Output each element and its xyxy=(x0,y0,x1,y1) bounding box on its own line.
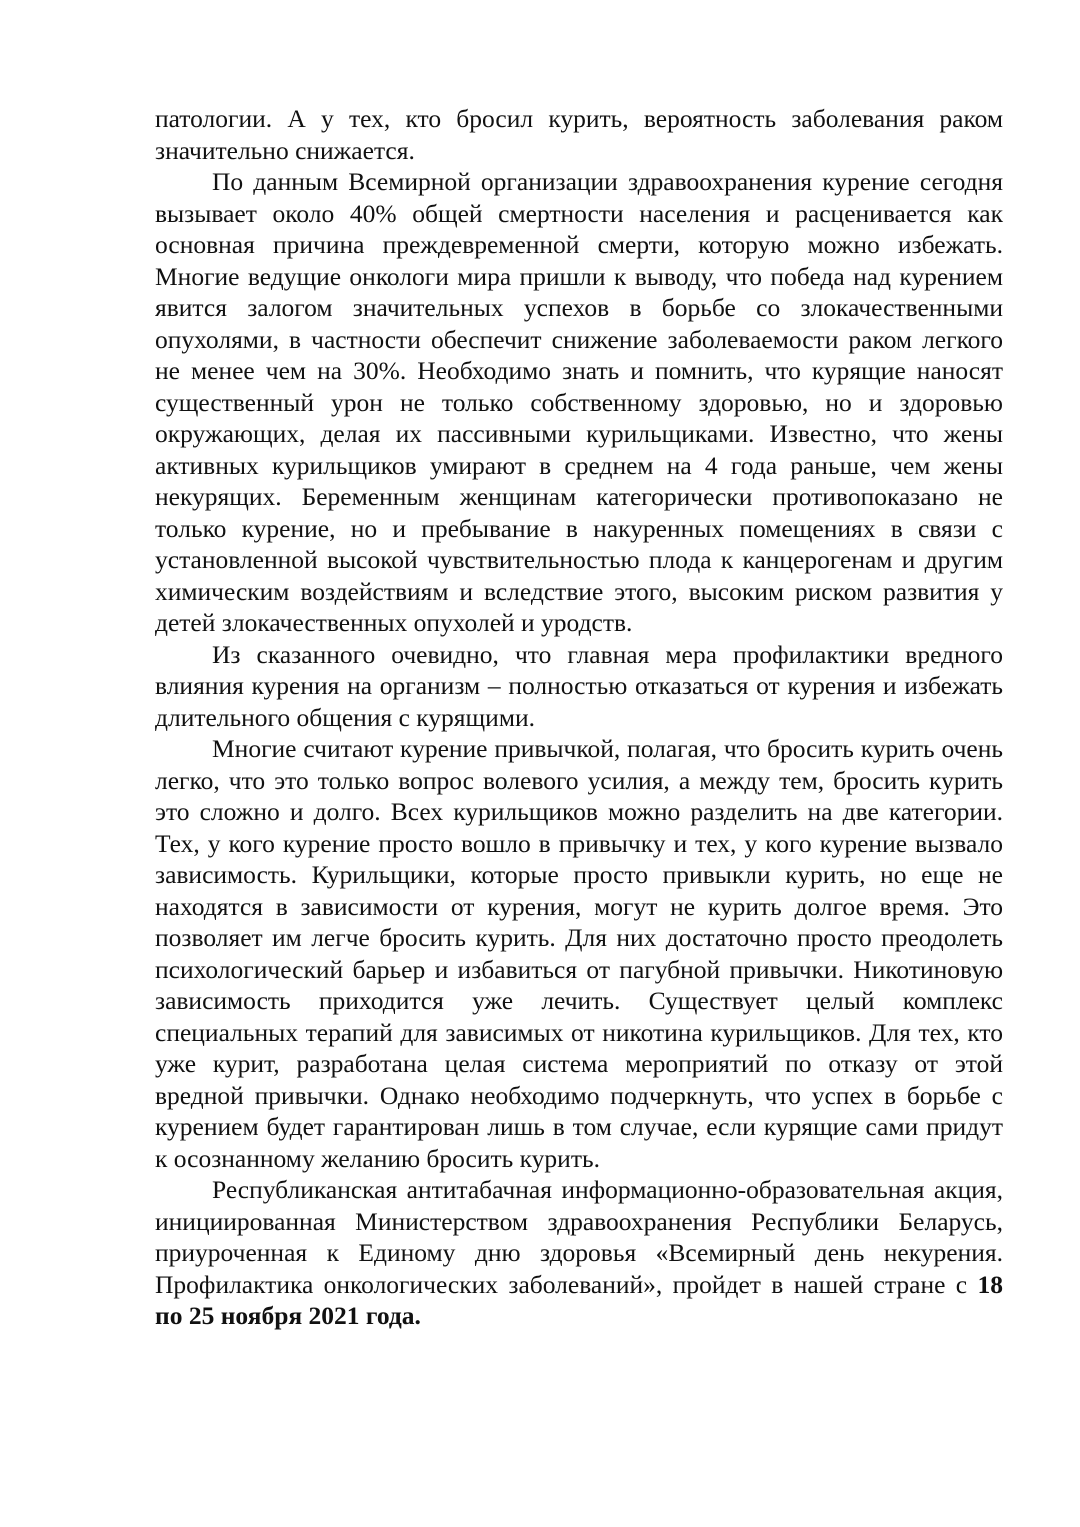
paragraph-prevention-measure: Из сказанного очевидно, что главная мера профилактики вредного влияния курения на организм – полностью отказаться от курения и избежать длительного общения с курящими. xyxy=(155,639,1003,732)
paragraph-quitting-smoking: Многие считают курение привычкой, полагая, что бросить курить очень легко, что это только вопрос волевого усилия, а между тем, бросить курить это сложно и долго. Всех курильщиков можно разделить на две категории. Тех, у кого курение просто вошло в привычку и тех, у кого курение вызвало зависимость. Курильщики, которые просто привыкли курить, но еще не находятся в зависимости от курения, могут не курить долгое время. Это позволяет им легче бросить курить. Для них достаточно просто преодолеть психологический барьер и избавиться от пагубной привычки. Никотиновую зависимость приходится уже лечить. Существует целый комплекс специальных терапий для зависимых от никотина курильщиков. Для тех, кто уже курит, разработана целая система мероприятий по отказу от этой вредной привычки. Однако необходимо подчеркнуть, что успех в борьбе с курением будет гарантирован лишь в том случае, если курящие сами придут к осознанному желанию бросить курить. xyxy=(155,734,1003,1173)
document-page xyxy=(155,103,1003,1332)
paragraph-continuation: патологии. А у тех, кто бросил курить, вероятность заболевания раком значительно снижается. xyxy=(155,104,1003,165)
paragraph-campaign-announcement xyxy=(155,1174,1003,1332)
campaign-dates: 18 по 25 ноября 2021 года. xyxy=(155,1269,1003,1330)
paragraph-who-statistics: По данным Всемирной организации здравоохранения курение сегодня вызывает около 40% общей смертности населения и расценивается как основная причина преждевременной смерти, которую можно избежать. Многие ведущие онкологи мира пришли к выводу, что победа над курением явится залогом значительных успехов в борьбе со злокачественными опухолями, в частности обеспечит снижение заболеваемости раком легкого не менее чем на 30%. Необходимо знать и помнить, что курящие наносят существенный урон не только собственному здоровью, но и здоровью окружающих, делая их пассивными курильщиками. Известно, что жены активных курильщиков умирают в среднем на 4 года раньше, чем жены некурящих. Беременным женщинам категорически противопоказано не только курение, но и пребывание в накуренных помещениях в связи с установленной высокой чувствительностью плода к канцерогенам и другим химическим воздействиям и вследствие этого, высоким риском развития у детей злокачественных опухолей и уродств. xyxy=(155,167,1003,637)
campaign-text: Республиканская антитабачная информационно-образовательная акция, инициированная Министерством здравоохранения Республики Беларусь, приуроченная к Единому дню здоровья «Всемирный день некурения. Профилактика онкологических заболеваний», пройдет в нашей стране с xyxy=(155,1175,1003,1299)
